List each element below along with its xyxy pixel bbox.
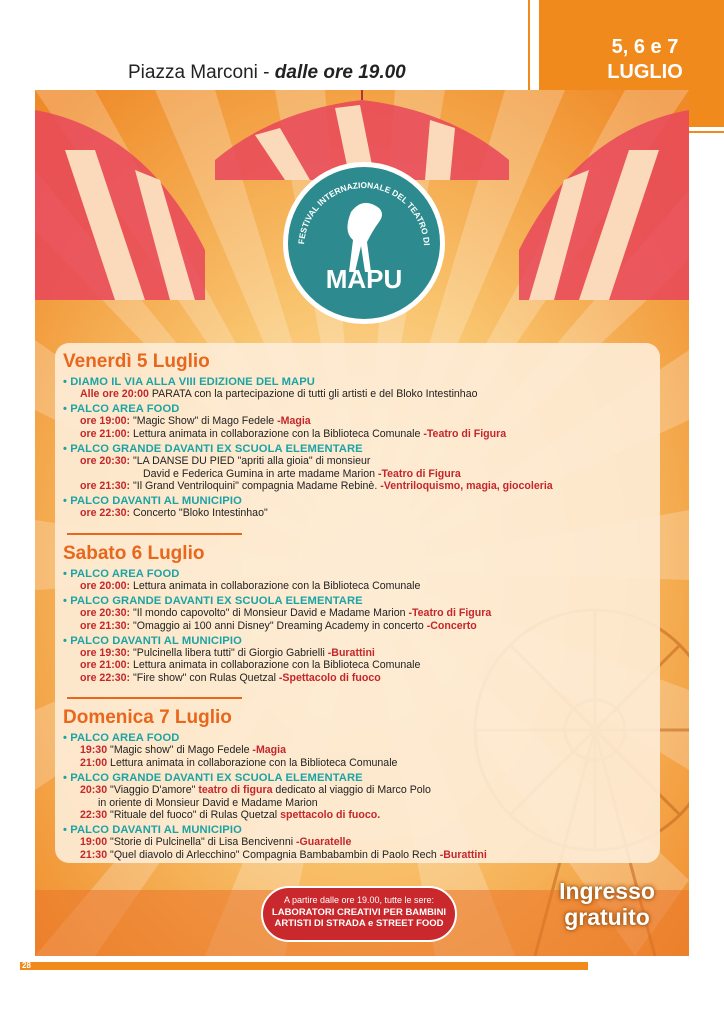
- stage-heading: • PALCO DAVANTI AL MUNICIPIO: [63, 495, 242, 508]
- logo-name: MAPU: [325, 264, 403, 294]
- event-time: ore 22:30:: [80, 671, 131, 684]
- date-tab-dates: 5, 6 e 7: [611, 36, 679, 58]
- stage-heading: • PALCO GRANDE DAVANTI EX SCUOLA ELEMENTARE: [63, 443, 363, 456]
- event-time: ore 19:30:: [80, 647, 131, 660]
- event-time: ore 21:00:: [80, 427, 131, 440]
- schedule-row: [63, 647, 652, 659]
- logo-arc-text: FESTIVAL INTERNAZIONALE DEL TEATRO DI: [296, 179, 432, 246]
- event-time: ore 20:00:: [80, 579, 131, 592]
- event-description: "Quel diavolo di Arlecchino" Compagnia Bambabambin di Paolo Rech: [107, 848, 440, 861]
- event-time: 20:30: [80, 784, 108, 797]
- event-description-tail: dedicato al viaggio di Marco Polo: [272, 784, 431, 797]
- event-time: Alle ore 20:00: [80, 388, 149, 400]
- event-description: "Magic show" di Mago Fedele: [107, 744, 253, 757]
- stage-heading: • PALCO AREA FOOD: [63, 732, 180, 745]
- event-time: ore 20:30:: [80, 455, 131, 468]
- event-time: ore 21:30:: [80, 480, 131, 493]
- event-description: Lettura animata in collaborazione con la Biblioteca Comunale: [107, 756, 398, 769]
- stage-heading: • PALCO DAVANTI AL MUNICIPIO: [63, 824, 242, 837]
- footer-bar: [20, 962, 588, 970]
- event-time: 21:30: [80, 848, 108, 861]
- event-description: "Pulcinella libera tutti" di Giorgio Gabrielli: [130, 647, 328, 660]
- schedule-row: [63, 784, 652, 796]
- event-description: David e Federica Gumina in arte madame Marion: [143, 467, 378, 480]
- event-time: ore 21:30:: [80, 619, 131, 632]
- header-time: dalle ore 19.00: [274, 62, 406, 83]
- event-time: ore 22:30:: [80, 507, 131, 520]
- schedule-row: [63, 607, 652, 619]
- event-time: 22:30: [80, 808, 108, 821]
- header-location: Piazza Marconi -: [128, 62, 275, 83]
- event-category: spettacolo di fuoco.: [280, 808, 381, 821]
- page-number: 28: [22, 961, 31, 970]
- event-description: Concerto "Bloko Intestinhao": [130, 507, 268, 520]
- event-description: "Rituale del fuoco" di Rulas Quetzal: [107, 808, 281, 821]
- event-time: ore 21:00:: [80, 659, 131, 672]
- schedule-row: [63, 468, 652, 480]
- badge-line-1: LABORATORI CREATIVI PER BAMBINI: [271, 907, 447, 918]
- stage-heading: • PALCO GRANDE DAVANTI EX SCUOLA ELEMENTARE: [63, 595, 363, 608]
- schedule-row: [63, 849, 652, 861]
- poster: [35, 90, 689, 956]
- event-category: -Teatro di Figura: [408, 607, 492, 620]
- event-description: "Magic Show" di Mago Fedele: [130, 415, 278, 428]
- schedule-row: [63, 797, 652, 809]
- schedule-row: [63, 744, 652, 756]
- event-category: -Teatro di Figura: [423, 427, 507, 440]
- schedule-row: [63, 659, 652, 671]
- event-category: -Magia: [277, 415, 311, 428]
- event-description: "Fire show" con Rulas Quetzal: [130, 671, 279, 684]
- event-category: -Teatro di Figura: [377, 467, 461, 480]
- event-time: ore 20:30:: [80, 607, 131, 620]
- schedule-row: [63, 809, 652, 821]
- mapu-logo: [281, 160, 447, 326]
- event-description: Lettura animata in collaborazione con la Biblioteca Comunale: [130, 659, 421, 672]
- schedule-row: [63, 757, 652, 769]
- event-description: "Omaggio ai 100 anni Disney" Dreaming Academy in concerto: [130, 619, 427, 632]
- evening-activities-badge: [261, 886, 457, 942]
- event-description: "Il Grand Ventriloquini" compagnia Madame Rebinè.: [130, 480, 381, 493]
- event-category: -Spettacolo di fuoco: [278, 671, 381, 684]
- badge-line-2: ARTISTI DI STRADA e STREET FOOD: [274, 918, 444, 929]
- event-time: ore 19:00:: [80, 415, 131, 428]
- event-category: -Ventriloquismo, magia, giocoleria: [380, 480, 553, 493]
- event-category: teatro di figura: [198, 784, 273, 797]
- schedule-row: [63, 455, 652, 467]
- stage-heading: • PALCO AREA FOOD: [63, 567, 180, 580]
- event-time: 19:00: [80, 836, 108, 849]
- day-title: Venerdì 5 Luglio: [63, 351, 210, 372]
- event-description: Lettura animata in collaborazione con la Biblioteca Comunale: [130, 427, 424, 440]
- schedule-row: [63, 620, 652, 632]
- event-description: in oriente di Monsieur David e Madame Marion: [98, 796, 318, 809]
- event-category: -Magia: [252, 744, 286, 757]
- stage-heading: • PALCO AREA FOOD: [63, 403, 180, 416]
- event-description: "LA DANSE DU PIED "apriti alla gioia" di monsieur: [130, 455, 371, 468]
- schedule-row: [63, 580, 652, 592]
- schedule-row: [63, 480, 652, 492]
- day-divider: [67, 697, 242, 699]
- event-category: -Burattini: [439, 848, 487, 861]
- event-description: Lettura animata in collaborazione con la Biblioteca Comunale: [130, 579, 421, 592]
- event-description: PARATA con la partecipazione di tutti gli artisti e del Bloko Intestinhao: [148, 388, 478, 400]
- schedule-row: [63, 388, 652, 400]
- stage-heading: • PALCO GRANDE DAVANTI EX SCUOLA ELEMENTARE: [63, 772, 363, 785]
- event-description: "Viaggio D'amore": [107, 784, 199, 797]
- event-category: -Concerto: [426, 619, 477, 632]
- program-panel: [55, 343, 660, 863]
- event-category: -Guaratelle: [296, 836, 352, 849]
- badge-intro: A partire dalle ore 19.00, tutte le sere:: [283, 895, 435, 905]
- schedule-row: [63, 672, 652, 684]
- free-entry-line-1: Ingresso: [559, 878, 655, 904]
- schedule-row: [63, 507, 652, 519]
- event-category: -Burattini: [327, 647, 375, 660]
- schedule-row: [63, 415, 652, 427]
- day-title: Sabato 6 Luglio: [63, 542, 205, 564]
- header-line: [128, 62, 406, 84]
- day-title: Domenica 7 Luglio: [63, 707, 232, 729]
- event-time: 19:30: [80, 744, 108, 757]
- day-divider: [67, 533, 242, 535]
- date-tab-month: LUGLIO: [607, 61, 683, 83]
- stage-heading: • PALCO DAVANTI AL MUNICIPIO: [63, 635, 242, 648]
- free-entry-line-2: gratuito: [564, 904, 650, 930]
- free-entry-label: [527, 878, 687, 930]
- event-description: "Il mondo capovolto" di Monsieur David e Madame Marion: [130, 607, 409, 620]
- event-description: "Storie di Pulcinella" di Lisa Bencivenni: [107, 836, 297, 849]
- stage-heading: • DIAMO IL VIA ALLA VIII EDIZIONE DEL MAPU: [63, 376, 315, 388]
- schedule-row: [63, 428, 652, 440]
- schedule-row: [63, 836, 652, 848]
- event-time: 21:00: [80, 756, 108, 769]
